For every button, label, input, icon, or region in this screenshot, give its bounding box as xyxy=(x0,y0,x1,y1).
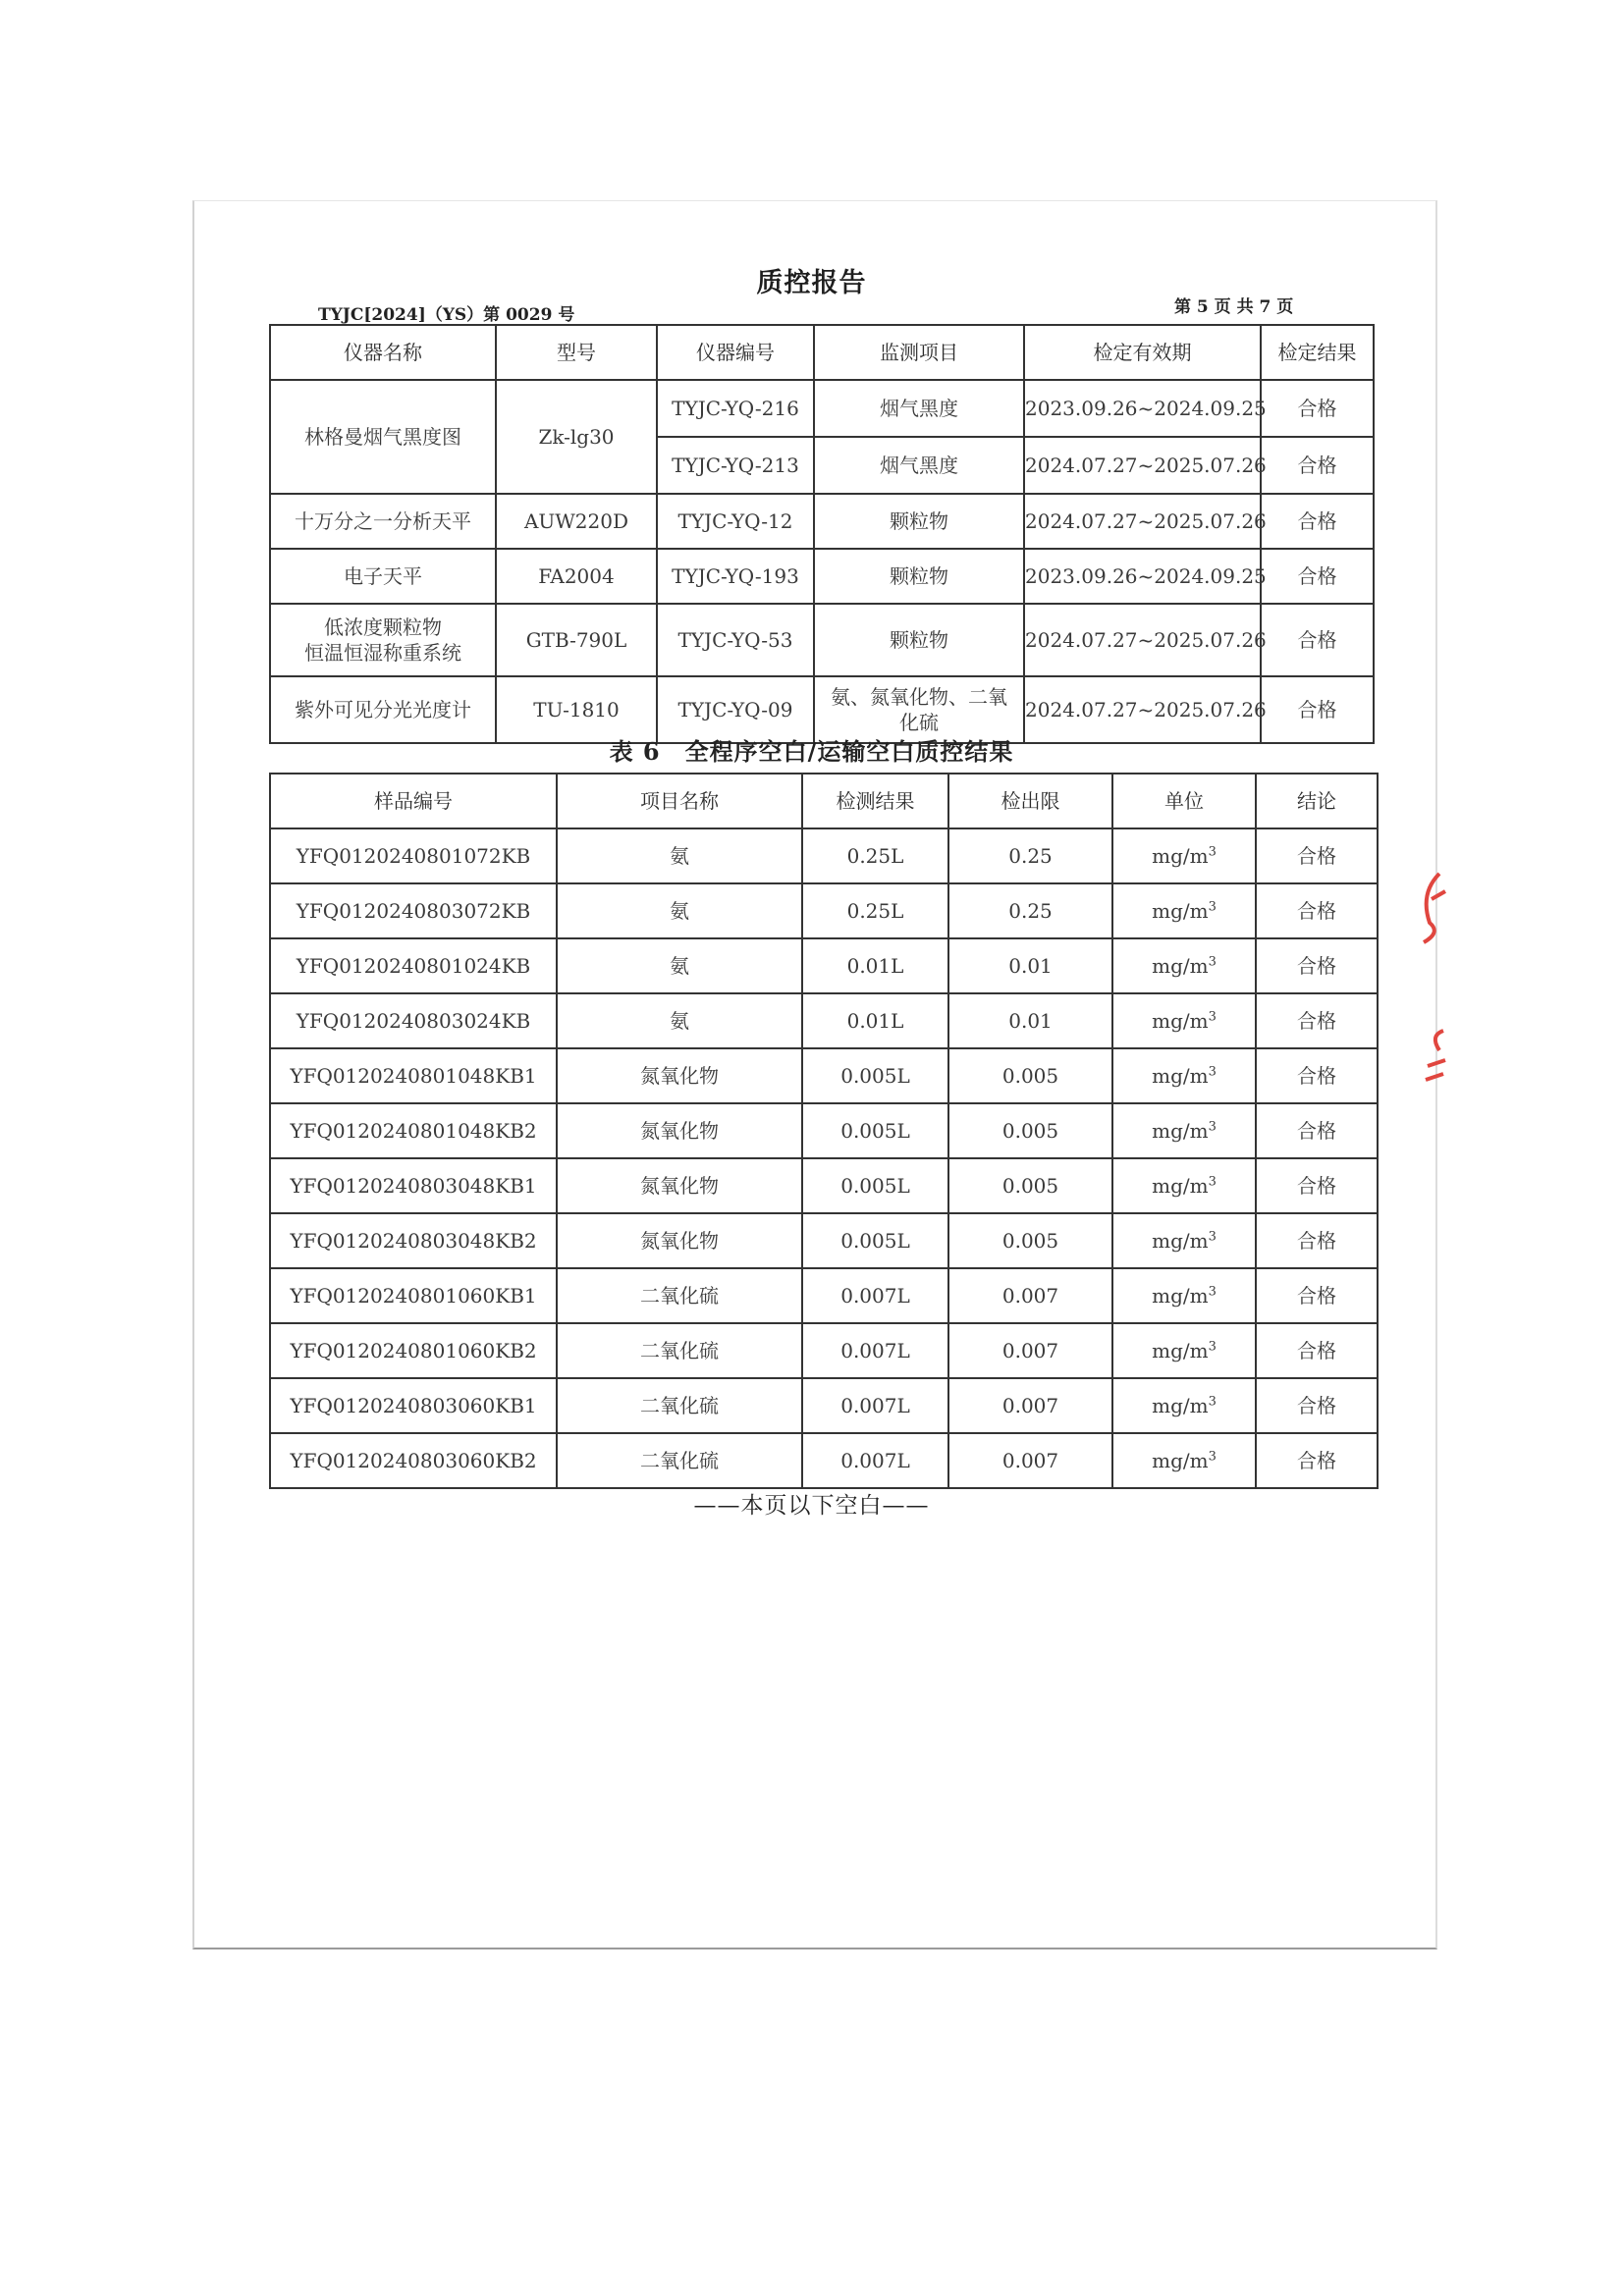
instrument-id-cell: TYJC-YQ-12 xyxy=(657,494,814,549)
instrument-name-cell: 低浓度颗粒物 恒温恒湿称重系统 xyxy=(270,604,496,676)
verification-result-cell: 合格 xyxy=(1261,604,1374,676)
instrument-name-cell: 林格曼烟气黑度图 xyxy=(270,380,496,494)
sample-id-cell: YFQ0120240803048KB1 xyxy=(270,1158,557,1213)
verification-result-cell: 合格 xyxy=(1261,437,1374,494)
table-row xyxy=(270,938,1378,993)
verification-result-cell: 合格 xyxy=(1261,549,1374,604)
unit-cell xyxy=(1112,1103,1256,1158)
blank-header-cell: 检测结果 xyxy=(802,774,948,828)
instrument-name-cell: 电子天平 xyxy=(270,549,496,604)
page-number: 第 5 页 共 7 页 xyxy=(1174,297,1294,317)
conclusion-cell: 合格 xyxy=(1256,1323,1378,1378)
unit-cell xyxy=(1112,1048,1256,1103)
instrument-row xyxy=(270,494,1374,549)
item-name-cell: 氨 xyxy=(557,883,802,938)
conclusion-cell: 合格 xyxy=(1256,1158,1378,1213)
validity-period-cell: 2023.09.26~2024.09.25 xyxy=(1024,380,1261,437)
unit-exponent: 3 xyxy=(1208,1009,1217,1025)
blank-qc-table xyxy=(269,773,1379,1489)
item-name-cell: 二氧化硫 xyxy=(557,1433,802,1488)
page-title: 质控报告 xyxy=(756,268,867,298)
instrument-model-cell: AUW220D xyxy=(496,494,657,549)
instrument-header-row xyxy=(270,325,1374,380)
instrument-name-cell: 十万分之一分析天平 xyxy=(270,494,496,549)
sample-id-cell: YFQ0120240803024KB xyxy=(270,993,557,1048)
unit-base: mg/m xyxy=(1152,1339,1209,1362)
sample-id-cell: YFQ0120240803072KB xyxy=(270,883,557,938)
blank-header-cell: 结论 xyxy=(1256,774,1378,828)
unit-cell xyxy=(1112,1433,1256,1488)
sample-id-cell: YFQ0120240801072KB xyxy=(270,828,557,883)
table-row xyxy=(270,1433,1378,1488)
item-name-cell: 氮氧化物 xyxy=(557,1048,802,1103)
detection-limit-cell: 0.007 xyxy=(948,1268,1112,1323)
unit-exponent: 3 xyxy=(1208,1339,1217,1355)
instrument-header-cell: 仪器名称 xyxy=(270,325,496,380)
table-row xyxy=(270,828,1378,883)
table-row xyxy=(270,1158,1378,1213)
sample-id-cell: YFQ0120240801048KB2 xyxy=(270,1103,557,1158)
instrument-row xyxy=(270,380,1374,437)
conclusion-cell: 合格 xyxy=(1256,1268,1378,1323)
test-result-cell: 0.005L xyxy=(802,1103,948,1158)
red-seal-stamp xyxy=(1410,864,1449,1119)
verification-result-cell: 合格 xyxy=(1261,676,1374,743)
validity-period-cell: 2024.07.27~2025.07.26 xyxy=(1024,676,1261,743)
table-row xyxy=(270,883,1378,938)
unit-exponent: 3 xyxy=(1208,954,1217,970)
unit-exponent: 3 xyxy=(1208,1229,1217,1245)
sample-id-cell: YFQ0120240801060KB2 xyxy=(270,1323,557,1378)
item-name-cell: 氮氧化物 xyxy=(557,1158,802,1213)
table-row xyxy=(270,993,1378,1048)
validity-period-cell: 2024.07.27~2025.07.26 xyxy=(1024,604,1261,676)
instrument-row xyxy=(270,604,1374,676)
monitoring-item-cell: 颗粒物 xyxy=(814,604,1024,676)
verification-result-cell: 合格 xyxy=(1261,380,1374,437)
unit-base: mg/m xyxy=(1152,1229,1209,1253)
test-result-cell: 0.007L xyxy=(802,1323,948,1378)
unit-base: mg/m xyxy=(1152,954,1209,978)
unit-cell xyxy=(1112,1378,1256,1433)
conclusion-cell: 合格 xyxy=(1256,883,1378,938)
unit-base: mg/m xyxy=(1152,1284,1209,1308)
blank-header-cell: 单位 xyxy=(1112,774,1256,828)
instrument-row xyxy=(270,549,1374,604)
sample-id-cell: YFQ0120240803048KB2 xyxy=(270,1213,557,1268)
item-name-cell: 二氧化硫 xyxy=(557,1378,802,1433)
instrument-table xyxy=(269,324,1375,744)
unit-cell xyxy=(1112,993,1256,1048)
unit-base: mg/m xyxy=(1152,1119,1209,1143)
item-name-cell: 二氧化硫 xyxy=(557,1323,802,1378)
test-result-cell: 0.005L xyxy=(802,1213,948,1268)
instrument-id-cell: TYJC-YQ-09 xyxy=(657,676,814,743)
detection-limit-cell: 0.007 xyxy=(948,1323,1112,1378)
detection-limit-cell: 0.005 xyxy=(948,1158,1112,1213)
test-result-cell: 0.007L xyxy=(802,1268,948,1323)
detection-limit-cell: 0.25 xyxy=(948,828,1112,883)
unit-exponent: 3 xyxy=(1208,1174,1217,1190)
unit-base: mg/m xyxy=(1152,1174,1209,1198)
conclusion-cell: 合格 xyxy=(1256,1433,1378,1488)
item-name-cell: 氨 xyxy=(557,828,802,883)
monitoring-item-cell: 颗粒物 xyxy=(814,549,1024,604)
test-result-cell: 0.005L xyxy=(802,1048,948,1103)
sample-id-cell: YFQ0120240801048KB1 xyxy=(270,1048,557,1103)
unit-exponent: 3 xyxy=(1208,1449,1217,1465)
table-row xyxy=(270,1213,1378,1268)
unit-exponent: 3 xyxy=(1208,1284,1217,1300)
table6-caption: 表 6 全程序空白/运输空白质控结果 xyxy=(609,737,1014,766)
table-row xyxy=(270,1378,1378,1433)
item-name-cell: 氨 xyxy=(557,938,802,993)
verification-result-cell: 合格 xyxy=(1261,494,1374,549)
unit-base: mg/m xyxy=(1152,1009,1209,1033)
item-name-cell: 氮氧化物 xyxy=(557,1213,802,1268)
item-name-cell: 氨 xyxy=(557,993,802,1048)
unit-cell xyxy=(1112,1213,1256,1268)
test-result-cell: 0.25L xyxy=(802,883,948,938)
end-of-page-note: ——本页以下空白—— xyxy=(693,1493,930,1519)
unit-cell xyxy=(1112,883,1256,938)
unit-exponent: 3 xyxy=(1208,1394,1217,1410)
instrument-header-cell: 型号 xyxy=(496,325,657,380)
unit-base: mg/m xyxy=(1152,899,1209,923)
detection-limit-cell: 0.01 xyxy=(948,993,1112,1048)
table-row xyxy=(270,1268,1378,1323)
unit-exponent: 3 xyxy=(1208,844,1217,860)
instrument-id-cell: TYJC-YQ-193 xyxy=(657,549,814,604)
sample-id-cell: YFQ0120240801024KB xyxy=(270,938,557,993)
sample-id-cell: YFQ0120240803060KB1 xyxy=(270,1378,557,1433)
detection-limit-cell: 0.007 xyxy=(948,1378,1112,1433)
blank-header-cell: 检出限 xyxy=(948,774,1112,828)
blank-header-cell: 样品编号 xyxy=(270,774,557,828)
instrument-id-cell: TYJC-YQ-53 xyxy=(657,604,814,676)
detection-limit-cell: 0.005 xyxy=(948,1103,1112,1158)
blank-header-cell: 项目名称 xyxy=(557,774,802,828)
conclusion-cell: 合格 xyxy=(1256,1378,1378,1433)
instrument-header-cell: 仪器编号 xyxy=(657,325,814,380)
unit-cell xyxy=(1112,938,1256,993)
test-result-cell: 0.01L xyxy=(802,938,948,993)
instrument-model-cell: GTB-790L xyxy=(496,604,657,676)
monitoring-item-cell: 颗粒物 xyxy=(814,494,1024,549)
conclusion-cell: 合格 xyxy=(1256,1048,1378,1103)
unit-exponent: 3 xyxy=(1208,1119,1217,1135)
instrument-id-cell: TYJC-YQ-216 xyxy=(657,380,814,437)
instrument-model-cell: TU-1810 xyxy=(496,676,657,743)
table-row xyxy=(270,1103,1378,1158)
detection-limit-cell: 0.007 xyxy=(948,1433,1112,1488)
unit-cell xyxy=(1112,1323,1256,1378)
test-result-cell: 0.007L xyxy=(802,1378,948,1433)
instrument-name-cell: 紫外可见分光光度计 xyxy=(270,676,496,743)
conclusion-cell: 合格 xyxy=(1256,1103,1378,1158)
conclusion-cell: 合格 xyxy=(1256,993,1378,1048)
instrument-id-cell: TYJC-YQ-213 xyxy=(657,437,814,494)
unit-cell xyxy=(1112,1158,1256,1213)
blank-header-row xyxy=(270,774,1378,828)
detection-limit-cell: 0.25 xyxy=(948,883,1112,938)
conclusion-cell: 合格 xyxy=(1256,1213,1378,1268)
unit-exponent: 3 xyxy=(1208,1064,1217,1080)
unit-cell xyxy=(1112,828,1256,883)
table-row xyxy=(270,1323,1378,1378)
table-row xyxy=(270,1048,1378,1103)
detection-limit-cell: 0.005 xyxy=(948,1048,1112,1103)
test-result-cell: 0.007L xyxy=(802,1433,948,1488)
instrument-header-cell: 监测项目 xyxy=(814,325,1024,380)
item-name-cell: 氮氧化物 xyxy=(557,1103,802,1158)
validity-period-cell: 2024.07.27~2025.07.26 xyxy=(1024,437,1261,494)
test-result-cell: 0.005L xyxy=(802,1158,948,1213)
unit-base: mg/m xyxy=(1152,1449,1209,1472)
instrument-model-cell: FA2004 xyxy=(496,549,657,604)
unit-base: mg/m xyxy=(1152,1064,1209,1088)
monitoring-item-cell: 氨、氮氧化物、二氧 化硫 xyxy=(814,676,1024,743)
report-number: TYJC[2024]（YS）第 0029 号 xyxy=(318,305,575,325)
monitoring-item-cell: 烟气黑度 xyxy=(814,437,1024,494)
detection-limit-cell: 0.01 xyxy=(948,938,1112,993)
item-name-cell: 二氧化硫 xyxy=(557,1268,802,1323)
test-result-cell: 0.25L xyxy=(802,828,948,883)
instrument-header-cell: 检定有效期 xyxy=(1024,325,1261,380)
sample-id-cell: YFQ0120240801060KB1 xyxy=(270,1268,557,1323)
unit-cell xyxy=(1112,1268,1256,1323)
monitoring-item-cell: 烟气黑度 xyxy=(814,380,1024,437)
validity-period-cell: 2023.09.26~2024.09.25 xyxy=(1024,549,1261,604)
test-result-cell: 0.01L xyxy=(802,993,948,1048)
instrument-header-cell: 检定结果 xyxy=(1261,325,1374,380)
sample-id-cell: YFQ0120240803060KB2 xyxy=(270,1433,557,1488)
unit-base: mg/m xyxy=(1152,1394,1209,1417)
unit-exponent: 3 xyxy=(1208,899,1217,915)
conclusion-cell: 合格 xyxy=(1256,828,1378,883)
instrument-model-cell: Zk-lg30 xyxy=(496,380,657,494)
validity-period-cell: 2024.07.27~2025.07.26 xyxy=(1024,494,1261,549)
conclusion-cell: 合格 xyxy=(1256,938,1378,993)
detection-limit-cell: 0.005 xyxy=(948,1213,1112,1268)
unit-base: mg/m xyxy=(1152,844,1209,868)
